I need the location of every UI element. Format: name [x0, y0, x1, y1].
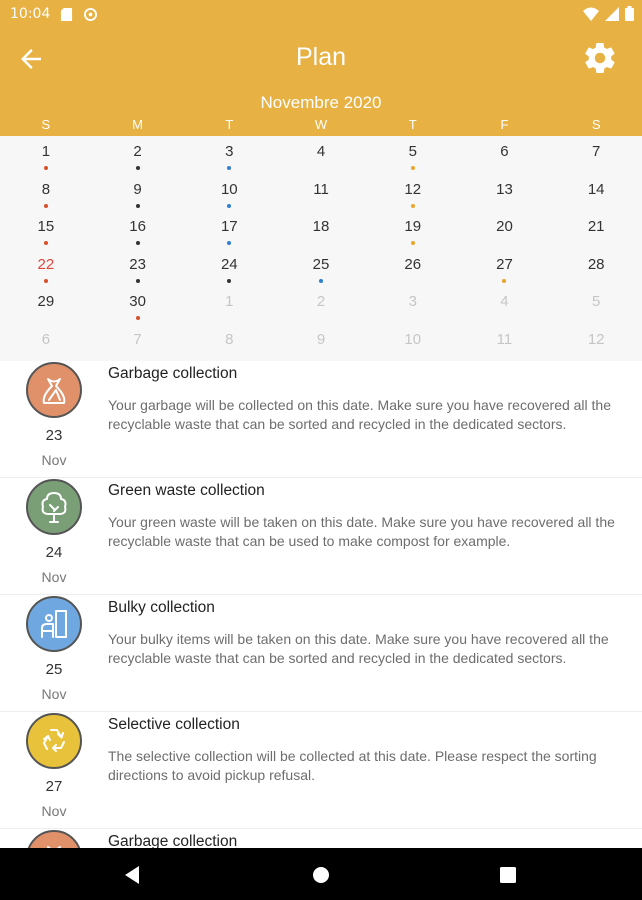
event-dot-garbage [136, 316, 140, 320]
event-dot-garbage [44, 166, 48, 170]
page-title: Plan [295, 43, 347, 71]
weekday-label: M [132, 117, 143, 132]
calendar-day-other-month[interactable] [459, 324, 551, 362]
collection-day: 27 [45, 778, 63, 795]
garbage-bag-icon [26, 830, 82, 848]
calendar-day-number: 12 [404, 180, 422, 198]
calendar-day[interactable] [367, 136, 459, 174]
do-not-disturb-icon [84, 8, 97, 21]
calendar-day[interactable] [183, 136, 275, 174]
event-dot-bulky [227, 204, 231, 208]
collection-list-item[interactable] [0, 712, 642, 829]
calendar-day-today[interactable] [0, 249, 92, 287]
calendar-day[interactable] [0, 136, 92, 174]
collection-month: Nov [41, 569, 67, 585]
status-time: 10:04 [10, 6, 51, 22]
calendar-day[interactable] [550, 211, 642, 249]
calendar-day[interactable] [459, 249, 551, 287]
calendar-week-row [0, 211, 642, 249]
calendar-day-other-month[interactable] [550, 286, 642, 324]
calendar-day[interactable] [0, 211, 92, 249]
calendar-day-other-month[interactable] [550, 324, 642, 362]
collection-title: Selective collection [108, 716, 240, 733]
calendar-day-number: 23 [129, 255, 146, 273]
event-dot-green [136, 241, 140, 245]
calendar-day-number: 1 [41, 143, 51, 160]
calendar-day-number: 5 [592, 293, 601, 310]
event-dot-bulky [319, 279, 323, 283]
calendar-day[interactable] [550, 249, 642, 287]
event-dot-green [227, 279, 231, 283]
collection-description: Your green waste will be taken on this date. Make sure you have recovered all the recyclable waste that can be used to make compost for example. [108, 514, 615, 549]
tree-icon [26, 479, 82, 535]
calendar-week-row [0, 174, 642, 212]
calendar-header [0, 88, 642, 136]
calendar-day[interactable] [183, 249, 275, 287]
collection-title: Bulky collection [108, 599, 215, 616]
sim-card-icon [60, 8, 73, 21]
collection-description: The selective collection will be collected at this date. Please respect the sorting directions to avoid pickup refusal. [108, 748, 597, 783]
weekday-label: W [314, 117, 328, 132]
calendar-day[interactable] [459, 211, 551, 249]
collection-title: Green waste collection [108, 482, 265, 499]
collection-list [0, 361, 642, 848]
calendar-day-number: 9 [316, 330, 326, 348]
calendar-day-number: 14 [587, 180, 605, 198]
gear-icon[interactable] [582, 40, 618, 76]
calendar-day-number: 18 [312, 218, 330, 235]
calendar-day[interactable] [275, 136, 367, 174]
collection-day: 24 [45, 544, 63, 561]
calendar-day-number: 8 [41, 180, 51, 198]
nav-back-icon[interactable] [121, 864, 143, 886]
calendar-day[interactable] [0, 286, 92, 324]
collection-day: 23 [45, 427, 63, 444]
calendar-day[interactable] [275, 211, 367, 249]
calendar-day-number: 29 [37, 293, 55, 310]
status-bar [0, 0, 642, 30]
calendar-day-number: 8 [225, 330, 234, 348]
calendar-day-other-month[interactable] [367, 324, 459, 362]
collection-day: 25 [45, 661, 63, 678]
collection-list-item[interactable] [0, 361, 642, 478]
calendar-day-number: 27 [496, 255, 513, 273]
calendar-day[interactable] [183, 174, 275, 212]
calendar-day-number: 2 [133, 143, 142, 160]
calendar-day-number: 3 [408, 293, 417, 310]
collection-description: Your garbage will be collected on this date. Make sure you have recovered all the recyclable waste that can be sorted and recycled in the dedicated sectors. [108, 397, 612, 432]
nav-recents-icon[interactable] [497, 864, 519, 886]
event-dot-selective [411, 204, 415, 208]
calendar-day-number: 1 [225, 293, 234, 310]
calendar-day-number: 4 [500, 293, 509, 310]
collection-list-item[interactable] [0, 478, 642, 595]
wifi-icon [583, 7, 599, 21]
weekday-label: T [408, 117, 417, 132]
calendar-day-number: 10 [220, 180, 238, 198]
event-dot-selective [411, 241, 415, 245]
calendar-day[interactable] [92, 136, 184, 174]
collection-month: Nov [41, 686, 67, 702]
signal-icon [605, 7, 619, 21]
calendar-day-number: 28 [587, 255, 605, 273]
calendar-day-number: 21 [587, 218, 605, 235]
calendar-day-number: 26 [404, 255, 422, 273]
calendar-day-number: 6 [500, 143, 509, 160]
calendar-day-other-month[interactable] [92, 324, 184, 362]
weekday-label: T [225, 117, 234, 132]
app-bar [0, 30, 642, 88]
calendar-day[interactable] [275, 249, 367, 287]
calendar-day-number: 20 [496, 218, 513, 235]
calendar-grid [0, 136, 642, 361]
calendar-day-number: 4 [316, 143, 326, 160]
weekday-label: F [500, 117, 509, 132]
calendar-day-other-month[interactable] [275, 286, 367, 324]
calendar-day[interactable] [367, 211, 459, 249]
calendar-day[interactable] [550, 174, 642, 212]
weekday-label: S [41, 117, 51, 132]
calendar-day-number: 5 [408, 143, 417, 160]
weekday-row [0, 117, 642, 132]
garbage-bag-icon [26, 362, 82, 418]
weekday-label: S [591, 117, 601, 132]
system-nav-bar [0, 848, 642, 900]
calendar-day-number: 2 [316, 293, 326, 310]
event-dot-garbage [44, 204, 48, 208]
collection-list-item[interactable] [0, 595, 642, 712]
calendar-day[interactable] [459, 174, 551, 212]
calendar-day-number: 7 [133, 330, 142, 348]
calendar-day-other-month[interactable] [459, 286, 551, 324]
calendar-day[interactable] [0, 174, 92, 212]
calendar-day-number: 7 [592, 143, 601, 160]
bulky-items-icon [26, 596, 82, 652]
calendar-day-number: 10 [404, 330, 422, 348]
calendar-day-number: 15 [37, 218, 55, 235]
calendar-day[interactable] [367, 174, 459, 212]
calendar-day-other-month[interactable] [367, 286, 459, 324]
calendar-day-number: 30 [129, 293, 146, 310]
calendar-day-number: 3 [225, 143, 234, 160]
event-dot-selective [411, 166, 415, 170]
event-dot-green [136, 166, 140, 170]
calendar-week-row [0, 249, 642, 287]
collection-month: Nov [41, 803, 67, 819]
event-dot-garbage [44, 279, 48, 283]
calendar-day-number: 11 [313, 180, 329, 198]
calendar-day[interactable] [183, 211, 275, 249]
calendar-day-number: 12 [587, 330, 605, 348]
calendar-day[interactable] [92, 286, 184, 324]
event-dot-selective [502, 279, 506, 283]
calendar-day[interactable] [367, 249, 459, 287]
calendar-day-number: 24 [220, 255, 238, 273]
collection-list-item[interactable] [0, 829, 642, 848]
calendar-day[interactable] [92, 249, 184, 287]
calendar-day-number: 16 [129, 218, 146, 235]
calendar-week-row [0, 286, 642, 324]
calendar-day-other-month[interactable] [183, 324, 275, 362]
calendar-week-row [0, 136, 642, 174]
collection-month: Nov [41, 452, 67, 468]
collection-description: Your bulky items will be taken on this date. Make sure you have recovered all the recyclable waste that can be sorted and recycled in the dedicated sectors. [108, 631, 609, 666]
collection-title: Garbage collection [108, 833, 238, 848]
month-label[interactable]: Novembre 2020 [260, 93, 382, 112]
calendar-day-number: 9 [133, 180, 142, 198]
calendar-day-number: 22 [37, 255, 55, 273]
event-dot-bulky [227, 241, 231, 245]
calendar-day-other-month[interactable] [275, 324, 367, 362]
event-dot-bulky [227, 166, 231, 170]
calendar-day[interactable] [92, 174, 184, 212]
calendar-day-other-month[interactable] [183, 286, 275, 324]
calendar-day-number: 13 [496, 180, 513, 198]
calendar-day-number: 17 [220, 218, 238, 235]
calendar-week-row [0, 324, 642, 362]
calendar-day-number: 19 [404, 218, 422, 235]
calendar-day-number: 6 [41, 330, 51, 348]
calendar-day-other-month[interactable] [0, 324, 92, 362]
calendar-day[interactable] [92, 211, 184, 249]
event-dot-green [136, 204, 140, 208]
nav-home-icon[interactable] [310, 864, 332, 886]
calendar-day[interactable] [550, 136, 642, 174]
calendar-day-number: 11 [496, 330, 513, 348]
calendar-day[interactable] [275, 174, 367, 212]
calendar-day-number: 25 [312, 255, 330, 273]
recycle-icon [26, 713, 82, 769]
event-dot-green [136, 279, 140, 283]
event-dot-garbage [44, 241, 48, 245]
collection-title: Garbage collection [108, 365, 238, 382]
battery-icon [625, 6, 634, 21]
calendar-day[interactable] [459, 136, 551, 174]
